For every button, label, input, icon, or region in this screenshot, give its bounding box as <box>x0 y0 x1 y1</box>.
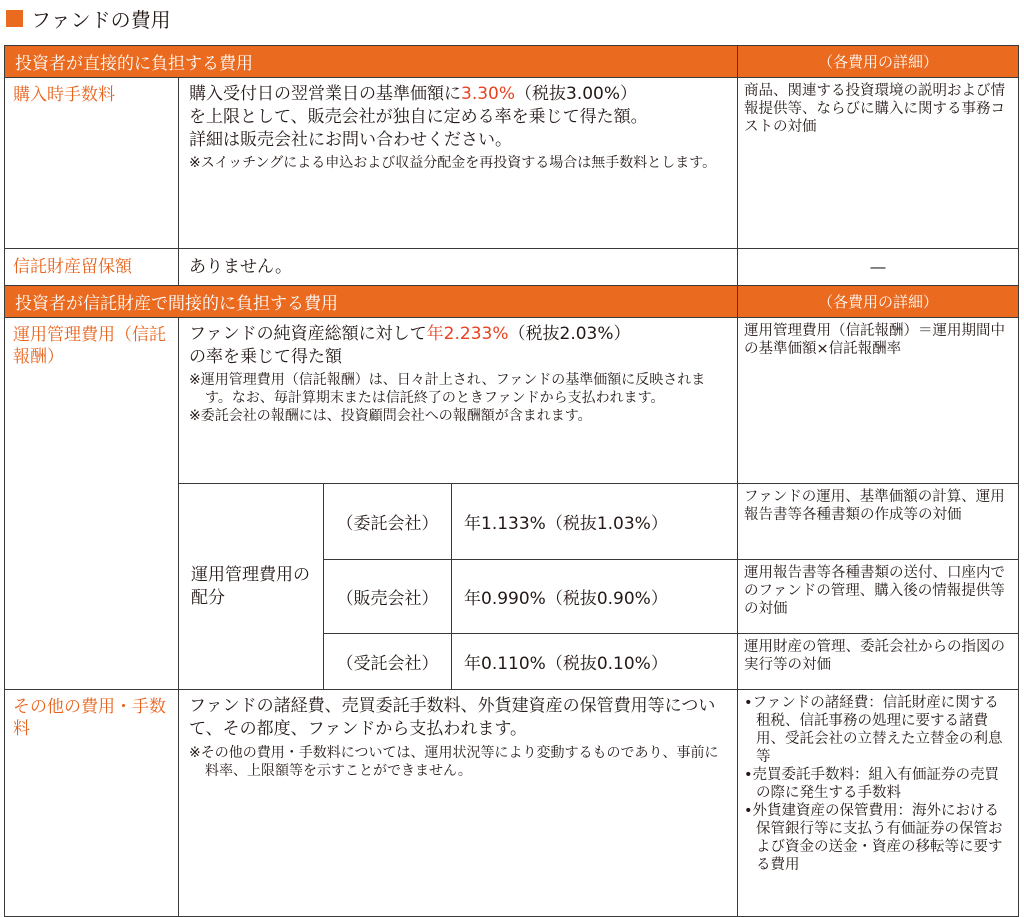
other-fees-detail <box>738 690 1019 917</box>
indirect-detail-header: （各費用の詳細） <box>738 286 1019 318</box>
other-fees-label: その他の費用・手数料 <box>5 690 179 917</box>
allocation-label: 運用管理費用の配分 <box>179 484 324 690</box>
purchase-fee-line1-b: （税抜3.00%） <box>515 84 638 104</box>
management-fee-line1-a: ファンドの純資産総額に対して <box>189 324 427 344</box>
reserve-row <box>5 249 1019 286</box>
other-fees-note: ※その他の費用・手数料については、運用状況等により変動するものであり、事前に料率、上限額等を示すことができません。 <box>189 745 719 779</box>
management-fee-row <box>5 318 1019 484</box>
management-fee-line2: の率を乗じて得た額 <box>189 347 342 367</box>
allocation-detail: ファンドの運用、基準価額の計算、運用報告書等各種書類の作成等の対価 <box>738 484 1019 560</box>
fee-table <box>4 45 1019 917</box>
management-fee-label: 運用管理費用（信託報酬） <box>5 318 179 690</box>
section-title-text: ファンドの費用 <box>31 7 171 32</box>
allocation-detail: 運用報告書等各種書類の送付、口座内でのファンドの管理、購入後の情報提供等の対価 <box>738 560 1019 634</box>
allocation-rate: 年0.110%（税抜0.10%） <box>452 634 738 690</box>
other-fees-text: ファンドの諸経費、売買委託手数料、外貨建資産の保管費用等について、その都度、ファンドから支払われます。 <box>189 696 716 739</box>
management-fee-content <box>179 318 738 484</box>
direct-header: 投資者が直接的に負担する費用 <box>5 46 738 78</box>
purchase-fee-line1-a: 購入受付日の翌営業日の基準価額に <box>189 84 461 104</box>
other-fees-detail-item: •ファンドの諸経費：信託財産に関する租税、信託事務の処理に要する諸費用、受託会社の立替えた立替金の利息等 <box>744 695 1003 765</box>
allocation-company: （委託会社） <box>324 484 452 560</box>
indirect-header-row <box>5 286 1019 318</box>
management-fee-note2: ※委託会社の報酬には、投資顧問会社への報酬額が含まれます。 <box>189 408 592 424</box>
management-fee-detail: 運用管理費用（信託報酬）＝運用期間中の基準価額×信託報酬率 <box>738 318 1019 484</box>
purchase-fee-line1 <box>189 83 727 106</box>
direct-header-row <box>5 46 1019 78</box>
other-fees-content <box>179 690 738 917</box>
allocation-rate: 年0.990%（税抜0.90%） <box>452 560 738 634</box>
purchase-fee-line2: を上限として、販売会社が独自に定める率を乗じて得た額。 <box>189 107 648 127</box>
reserve-detail: ― <box>738 249 1019 286</box>
purchase-fee-row <box>5 78 1019 249</box>
section-title <box>6 4 171 32</box>
purchase-fee-label: 購入時手数料 <box>5 78 179 249</box>
allocation-detail: 運用財産の管理、委託会社からの指図の実行等の対価 <box>738 634 1019 690</box>
reserve-value: ありません。 <box>179 249 738 286</box>
purchase-fee-note: ※スイッチングによる申込および収益分配金を再投資する場合は無手数料とします。 <box>189 155 717 171</box>
management-fee-note1: ※運用管理費用（信託報酬）は、日々計上され、ファンドの基準価額に反映されます。なお、毎計算期末または信託終了のときファンドから支払われます。 <box>189 372 706 406</box>
indirect-header: 投資者が信託財産で間接的に負担する費用 <box>5 286 738 318</box>
purchase-fee-content <box>179 78 738 249</box>
purchase-fee-detail: 商品、関連する投資環境の説明および情報提供等、ならびに購入に関する事務コストの対価 <box>738 78 1019 249</box>
reserve-label: 信託財産留保額 <box>5 249 179 286</box>
purchase-fee-rate: 3.30% <box>461 84 516 104</box>
allocation-rate: 年1.133%（税抜1.03%） <box>452 484 738 560</box>
management-fee-line1 <box>189 323 727 346</box>
management-fee-rate: 年2.233% <box>426 324 509 344</box>
allocation-company: （販売会社） <box>324 560 452 634</box>
orange-square-icon <box>6 10 23 27</box>
direct-detail-header: （各費用の詳細） <box>738 46 1019 78</box>
other-fees-detail-item: •売買委託手数料：組入有価証券の売買の際に発生する手数料 <box>744 767 1000 801</box>
purchase-fee-line3: 詳細は販売会社にお問い合わせください。 <box>189 130 512 150</box>
other-fees-detail-item: •外貨建資産の保管費用：海外における保管銀行等に支払う有価証券の保管および資金の送金・資産の移転等に要する費用 <box>744 803 1003 873</box>
other-fees-row <box>5 690 1019 917</box>
management-fee-line1-b: （税抜2.03%） <box>508 324 631 344</box>
allocation-company: （受託会社） <box>324 634 452 690</box>
